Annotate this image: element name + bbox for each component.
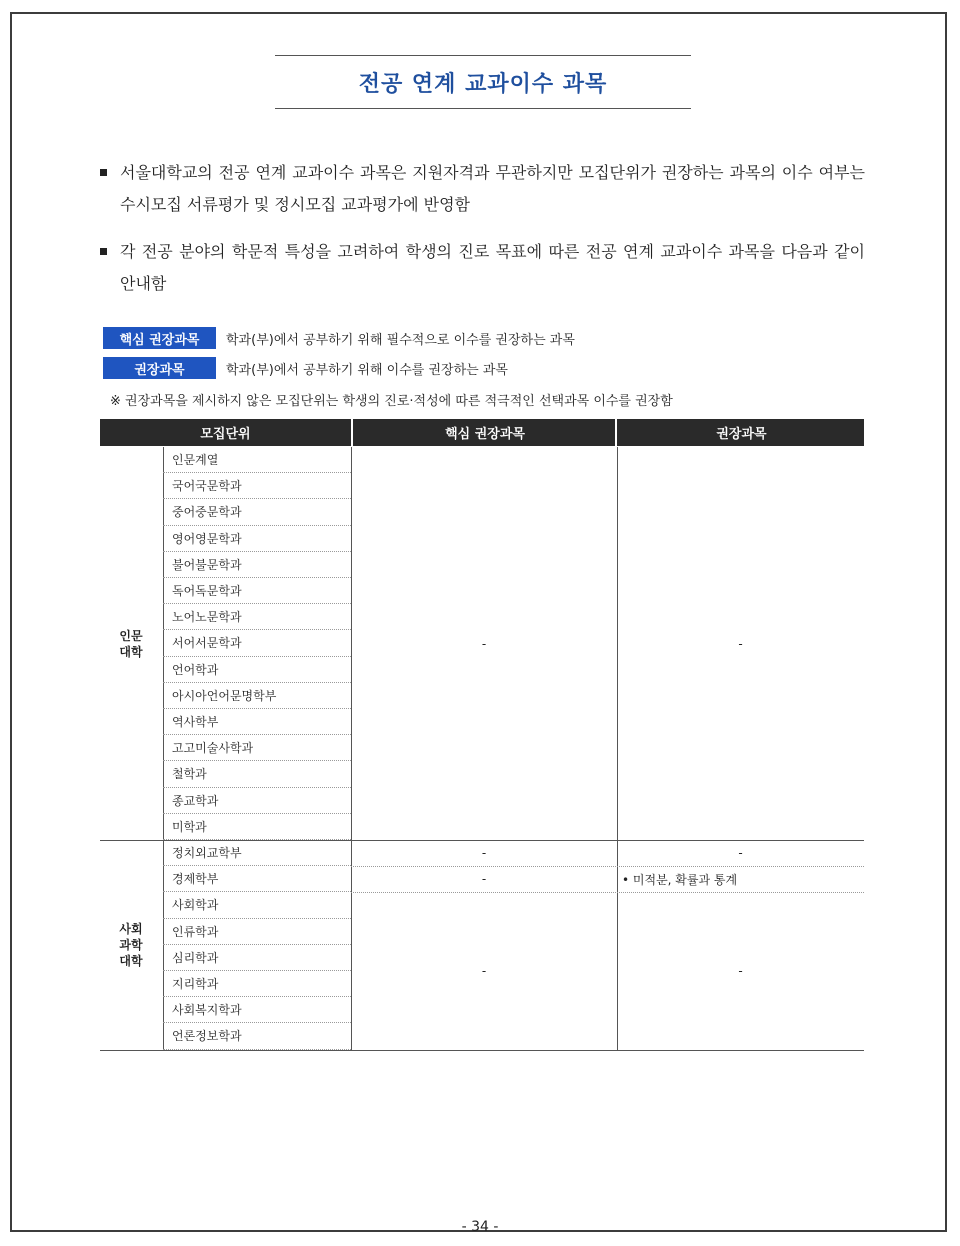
department-cell: 고고미술사학과 bbox=[163, 735, 351, 761]
bullet-text-1: 서울대학교의 전공 연계 교과이수 과목은 지원자격과 무관하지만 모집단위가 권장하는 과목의 이수 여부는 수시모집 서류평가 및 정시모집 교과평가에 반영함 bbox=[120, 163, 865, 214]
department-cell: 정치외교학부 bbox=[163, 840, 351, 866]
department-cell: 지리학과 bbox=[163, 971, 351, 997]
recommended-subject-cell: - bbox=[738, 636, 743, 651]
college-label: 사회 과학 대학 bbox=[119, 921, 143, 968]
title-box bbox=[275, 55, 691, 109]
department-cell: 미학과 bbox=[163, 814, 351, 840]
department-cell: 서어서문학과 bbox=[163, 630, 351, 656]
bullet-item-2 bbox=[100, 236, 865, 300]
square-bullet-icon bbox=[100, 248, 107, 255]
department-cell: 인류학과 bbox=[163, 919, 351, 945]
bullet-item-1 bbox=[100, 157, 865, 221]
core-subject-cell: - bbox=[481, 636, 487, 651]
header-unit: 모집단위 bbox=[200, 427, 251, 442]
core-subject-cell: - bbox=[481, 872, 487, 887]
department-cell: 아시아언어문명학부 bbox=[163, 683, 351, 709]
header-recommended: 권장과목 bbox=[615, 419, 866, 446]
recommended-subject-tag: 권장과목 bbox=[103, 357, 216, 379]
department-cell: 철학과 bbox=[163, 761, 351, 787]
department-cell: 언어학과 bbox=[163, 657, 351, 683]
page-number: - 34 - bbox=[461, 1219, 499, 1235]
recommended-subject-cell: - bbox=[738, 846, 743, 861]
group-divider bbox=[100, 1050, 864, 1051]
department-cell: 중어중문학과 bbox=[163, 499, 351, 525]
department-cell: 사회복지학과 bbox=[163, 997, 351, 1023]
header-core: 핵심 권장과목 bbox=[351, 419, 617, 446]
department-cell: 불어불문학과 bbox=[163, 552, 351, 578]
bullet-text-2: 각 전공 분야의 학문적 특성을 고려하여 학생의 진로 목표에 따른 전공 연계 교과이수 과목을 다음과 같이 안내함 bbox=[120, 242, 865, 293]
legend-recommended bbox=[103, 357, 508, 379]
college-label: 인문 대학 bbox=[119, 628, 143, 659]
core-subject-cell: - bbox=[481, 846, 487, 861]
department-cell: 역사학부 bbox=[163, 709, 351, 735]
department-cell: 사회학과 bbox=[163, 892, 351, 918]
department-cell: 심리학과 bbox=[163, 945, 351, 971]
table-header bbox=[100, 419, 864, 446]
legend-core bbox=[103, 327, 575, 349]
department-cell: 경제학부 bbox=[163, 866, 351, 892]
department-cell: 독어독문학과 bbox=[163, 578, 351, 604]
note-text: ※ 권장과목을 제시하지 않은 모집단위는 학생의 진로·적성에 따른 적극적인 선택과목 이수를 권장함 bbox=[110, 394, 673, 409]
page-title: 전공 연계 교과이수 과목 bbox=[358, 71, 608, 97]
square-bullet-icon bbox=[100, 169, 107, 176]
core-subject-cell: - bbox=[481, 963, 487, 978]
recommended-subject-desc: 학과(부)에서 공부하기 위해 이수를 권장하는 과목 bbox=[226, 362, 508, 378]
recommended-subject-cell: - bbox=[738, 963, 743, 978]
recommended-subject-cell: • 미적분, 확률과 통계 bbox=[622, 872, 738, 887]
department-cell: 인문계열 bbox=[163, 447, 351, 473]
core-subject-desc: 학과(부)에서 공부하기 위해 필수적으로 이수를 권장하는 과목 bbox=[226, 332, 575, 348]
department-cell: 영어영문학과 bbox=[163, 526, 351, 552]
department-cell: 노어노문학과 bbox=[163, 604, 351, 630]
department-cell: 언론정보학과 bbox=[163, 1023, 351, 1049]
department-cell: 종교학과 bbox=[163, 788, 351, 814]
department-cell: 국어국문학과 bbox=[163, 473, 351, 499]
core-subject-tag: 핵심 권장과목 bbox=[103, 327, 216, 349]
